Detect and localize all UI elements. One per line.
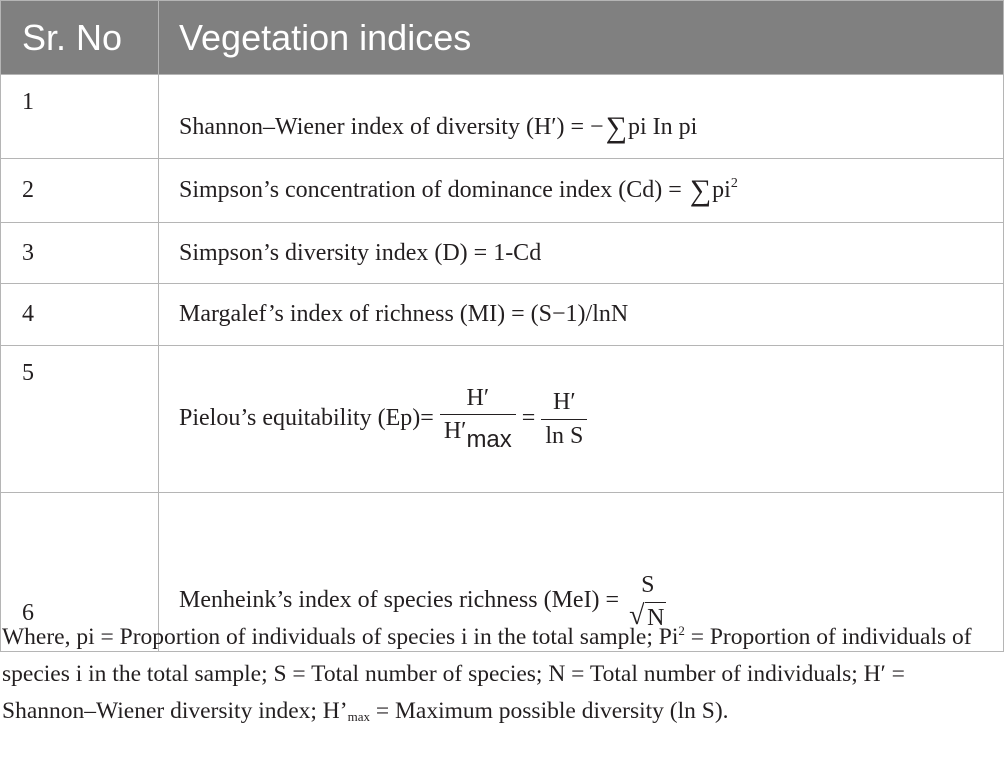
numerator: S [641, 572, 655, 599]
table-row [1, 223, 1004, 284]
index-formula: Simpson’s diversity index (D) = 1-Cd [159, 223, 1004, 284]
subscript: max [466, 426, 512, 453]
row-number: 5 [1, 346, 159, 493]
row-number: 1 [1, 75, 159, 159]
table-footnote: Where, pi = Proportion of individuals of species i in the total sample; $Pi^2$ = Proportion of individuals of species i in the total sample; S = Total number of species; N = Total number of individuals; H′ = Shannon–Wiener diversity index; $H’_{max}$ = Maximum possible diversity (ln S). [2, 623, 972, 724]
denominator: $H'_{max}$ [440, 414, 516, 453]
subscript: max [347, 709, 370, 724]
denominator: ln S [541, 419, 587, 449]
table-row [1, 284, 1004, 346]
superscript: 2 [678, 623, 685, 638]
formula-text: Simpson’s concentration of dominance index (Cd) = [179, 176, 688, 203]
formula-text: Menheink’s index of species richness (MeI) = [179, 587, 620, 614]
formula-text: Pielou’s equitability (Ep)= [179, 404, 434, 431]
superscript: 2 [730, 175, 738, 191]
table-row [1, 75, 1004, 159]
summation-symbol: ∑ [605, 111, 627, 144]
row-number: 2 [1, 159, 159, 223]
fraction [440, 385, 516, 454]
row-number: 6 [1, 493, 159, 652]
index-formula: Margalef’s index of richness (MI) = (S−1)/lnN [159, 284, 1004, 346]
formula-text: pi [712, 176, 731, 203]
equals-sign: = [521, 404, 536, 431]
summation-symbol: ∑ [689, 173, 712, 207]
header-sr-no: Sr. No [1, 1, 159, 75]
radical-sign: √ [629, 599, 645, 631]
index-formula [159, 346, 1004, 493]
table-row [1, 159, 1004, 223]
row-number: 4 [1, 284, 159, 346]
formula-text: pi In pi [627, 114, 698, 140]
header-row [1, 1, 1004, 75]
table-row [1, 346, 1004, 493]
row-number: 3 [1, 223, 159, 284]
numerator: H′ [553, 389, 576, 416]
header-vegetation-indices: Vegetation indices [159, 1, 1004, 75]
fraction [541, 389, 587, 449]
formula-text: Shannon–Wiener index of diversity (H′) = − [179, 114, 604, 140]
index-formula [159, 159, 1004, 223]
square-root: √ N [629, 599, 665, 631]
index-formula [159, 75, 1004, 159]
numerator: H′ [466, 384, 490, 411]
